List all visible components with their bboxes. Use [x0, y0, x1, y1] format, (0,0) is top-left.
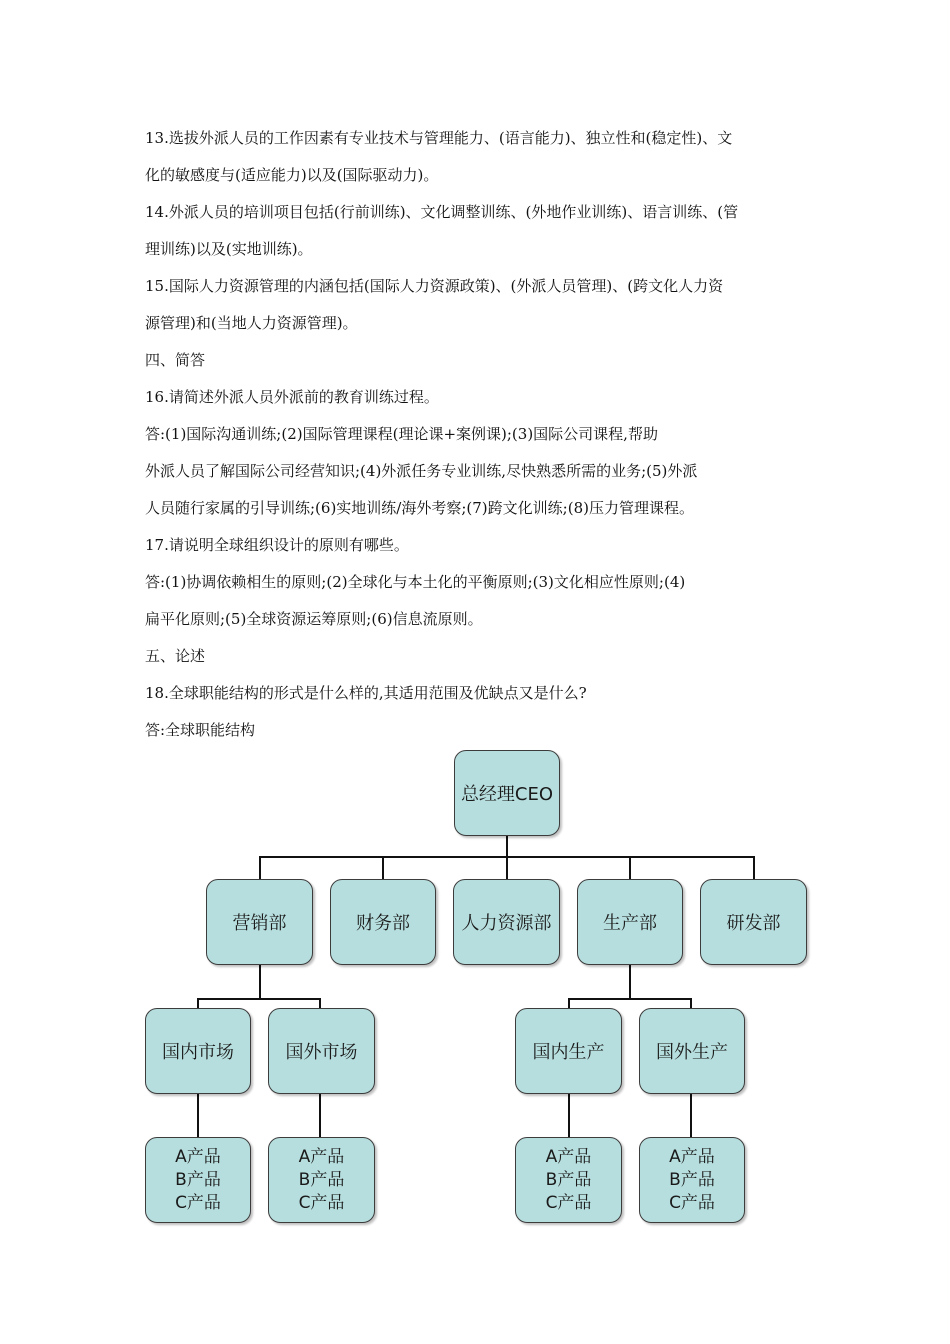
product-c-label: C产品: [545, 1192, 592, 1213]
connector-unit-product: [568, 1093, 570, 1138]
product-b-label: B产品: [545, 1169, 592, 1190]
connector-dept-drop: [629, 856, 631, 880]
connector-marketing-down: [259, 964, 261, 999]
org-node-products-overseas-market: [268, 1137, 375, 1223]
connector-unit-product: [197, 1093, 199, 1138]
product-a-label: A产品: [545, 1146, 592, 1167]
text-line: 17.请说明全球组织设计的原则有哪些。: [145, 536, 409, 554]
text-line: 扁平化原则;(5)全球资源运筹原则;(6)信息流原则。: [145, 610, 483, 628]
org-node-overseas-market: 国外市场: [268, 1008, 375, 1094]
text-line: 四、简答: [145, 351, 206, 369]
text-line: 答:(1)国际沟通训练;(2)国际管理课程(理论课+案例课);(3)国际公司课程,帮助: [145, 425, 658, 443]
text-line: 14.外派人员的培训项目包括(行前训练)、文化调整训练、(外地作业训练)、语言训练、(管: [145, 203, 739, 221]
text-line: 理训练)以及(实地训练)。: [145, 240, 313, 258]
org-node-rnd: 研发部: [700, 879, 807, 965]
org-node-domestic-production: 国内生产: [515, 1008, 622, 1094]
product-b-label: B产品: [669, 1169, 715, 1190]
text-line: 16.请简述外派人员外派前的教育训练过程。: [145, 388, 439, 406]
paragraph-q14: [145, 194, 810, 268]
paragraph-q15: [145, 268, 810, 342]
text-line: 源管理)和(当地人力资源管理)。: [145, 314, 358, 332]
text-line: 外派人员了解国际公司经营知识;(4)外派任务专业训练,尽快熟悉所需的业务;(5)外派: [145, 462, 698, 480]
product-c-label: C产品: [175, 1192, 221, 1213]
text-line: 人员随行家属的引导训练;(6)实地训练/海外考察;(7)跨文化训练;(8)压力管理课程。: [145, 499, 694, 517]
connector-production-bus: [568, 998, 692, 1000]
paragraph-a18: [145, 712, 810, 749]
product-c-label: C产品: [298, 1192, 345, 1213]
document-body: [145, 120, 810, 749]
org-node-products-domestic-production: [515, 1137, 622, 1223]
paragraph-a16: [145, 416, 810, 527]
org-node-products-overseas-production: [639, 1137, 745, 1223]
connector-dept-drop: [753, 856, 755, 880]
text-line: 答:全球职能结构: [145, 721, 256, 739]
product-a-label: A产品: [175, 1146, 221, 1167]
org-node-overseas-production: 国外生产: [639, 1008, 745, 1094]
connector-unit-product: [319, 1093, 321, 1138]
org-node-production: 生产部: [577, 879, 683, 965]
product-b-label: B产品: [175, 1169, 221, 1190]
connector-ceo-down: [506, 835, 508, 857]
connector-unit-product: [690, 1093, 692, 1138]
paragraph-q13: [145, 120, 810, 194]
org-node-domestic-market: 国内市场: [145, 1008, 251, 1094]
connector-marketing-bus: [197, 998, 321, 1000]
section-heading-short-answer: [145, 342, 810, 379]
connector-dept-drop: [259, 856, 261, 880]
text-line: 答:(1)协调依赖相生的原则;(2)全球化与本土化的平衡原则;(3)文化相应性原则;(4): [145, 573, 686, 591]
org-node-ceo: 总经理CEO: [454, 750, 560, 836]
text-line: 15.国际人力资源管理的内涵包括(国际人力资源政策)、(外派人员管理)、(跨文化人力资: [145, 277, 724, 295]
text-line: 18.全球职能结构的形式是什么样的,其适用范围及优缺点又是什么?: [145, 684, 587, 702]
paragraph-q16: [145, 379, 810, 416]
section-heading-essay: [145, 638, 810, 675]
paragraph-a17: [145, 564, 810, 638]
paragraph-q18: [145, 675, 810, 712]
text-line: 五、论述: [145, 647, 206, 665]
product-a-label: A产品: [298, 1146, 345, 1167]
connector-dept-drop: [382, 856, 384, 880]
product-b-label: B产品: [298, 1169, 345, 1190]
org-node-products-domestic-market: [145, 1137, 251, 1223]
paragraph-q17: [145, 527, 810, 564]
product-a-label: A产品: [669, 1146, 715, 1167]
text-line: 化的敏感度与(适应能力)以及(国际驱动力)。: [145, 166, 439, 184]
org-node-hr: 人力资源部: [453, 879, 560, 965]
org-node-finance: 财务部: [330, 879, 436, 965]
product-c-label: C产品: [669, 1192, 715, 1213]
connector-dept-drop: [506, 856, 508, 880]
text-line: 13.选拔外派人员的工作因素有专业技术与管理能力、(语言能力)、独立性和(稳定性)、文: [145, 129, 733, 147]
connector-production-down: [629, 964, 631, 999]
org-node-marketing: 营销部: [206, 879, 313, 965]
